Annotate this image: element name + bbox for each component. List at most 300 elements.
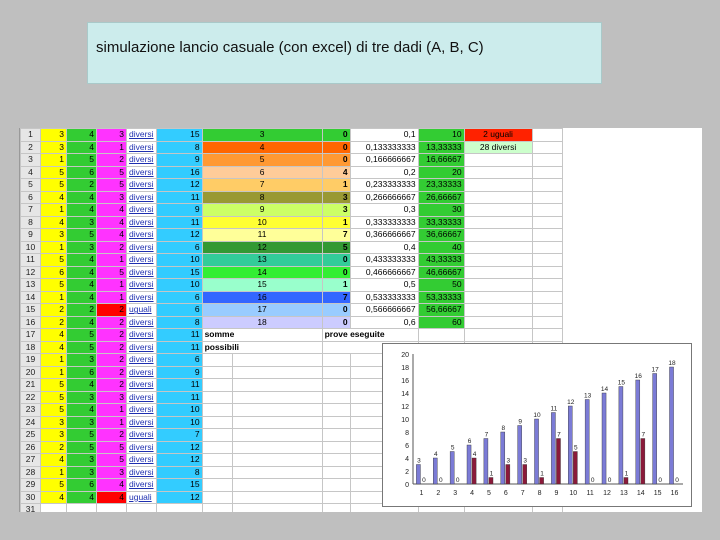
cell-die-c[interactable]: 1 bbox=[97, 254, 127, 267]
cell-freq-percent[interactable]: 40 bbox=[418, 241, 464, 254]
cell-freq-prob[interactable]: 0,5 bbox=[350, 279, 418, 292]
cell-freq-count[interactable]: 0 bbox=[322, 316, 350, 329]
cell-sum[interactable]: 12 bbox=[156, 229, 202, 242]
cell-die-a[interactable]: 2 bbox=[41, 304, 67, 317]
cell-die-a[interactable]: 5 bbox=[41, 279, 67, 292]
cell-empty[interactable] bbox=[532, 216, 562, 229]
cell-sum[interactable]: 10 bbox=[156, 254, 202, 267]
cell-empty[interactable] bbox=[322, 504, 350, 513]
cell-freq-sum[interactable]: 10 bbox=[202, 216, 322, 229]
cell-sum[interactable]: 10 bbox=[156, 279, 202, 292]
cell-empty[interactable] bbox=[322, 391, 350, 404]
cell-sum[interactable]: 10 bbox=[156, 416, 202, 429]
cell-outcome[interactable]: diversi bbox=[127, 479, 157, 492]
cell-die-b[interactable]: 5 bbox=[67, 429, 97, 442]
cell-die-a[interactable]: 3 bbox=[41, 416, 67, 429]
cell-die-a[interactable]: 1 bbox=[41, 354, 67, 367]
cell-empty[interactable] bbox=[464, 329, 532, 342]
cell-outcome[interactable]: diversi bbox=[127, 366, 157, 379]
cell-freq-percent[interactable]: 33,33333 bbox=[418, 216, 464, 229]
cell-empty[interactable] bbox=[532, 304, 562, 317]
cell-outcome[interactable]: diversi bbox=[127, 191, 157, 204]
cell-sum[interactable]: 9 bbox=[156, 204, 202, 217]
cell-empty[interactable] bbox=[532, 254, 562, 267]
cell-freq-percent[interactable]: 56,66667 bbox=[418, 304, 464, 317]
cell-side-count[interactable] bbox=[464, 204, 532, 217]
cell-die-a[interactable]: 4 bbox=[41, 341, 67, 354]
cell-empty[interactable] bbox=[532, 316, 562, 329]
cell-outcome[interactable]: diversi bbox=[127, 316, 157, 329]
cell-die-c[interactable]: 1 bbox=[97, 291, 127, 304]
cell-sum[interactable]: 12 bbox=[156, 441, 202, 454]
cell-die-a[interactable]: 1 bbox=[41, 366, 67, 379]
cell-die-b[interactable]: 3 bbox=[67, 454, 97, 467]
cell-sum[interactable]: 8 bbox=[156, 141, 202, 154]
cell-outcome[interactable]: diversi bbox=[127, 354, 157, 367]
cell-empty[interactable] bbox=[202, 429, 232, 442]
cell-die-a[interactable]: 4 bbox=[41, 216, 67, 229]
cell-empty[interactable] bbox=[532, 191, 562, 204]
cell-freq-count[interactable]: 0 bbox=[322, 266, 350, 279]
cell-freq-count[interactable]: 0 bbox=[322, 141, 350, 154]
cell-die-b[interactable]: 5 bbox=[67, 229, 97, 242]
cell-die-b[interactable]: 4 bbox=[67, 129, 97, 142]
cell-die-b[interactable]: 4 bbox=[67, 141, 97, 154]
cell-side-count[interactable]: 2 uguali bbox=[464, 129, 532, 142]
cell-side-count[interactable] bbox=[464, 216, 532, 229]
cell-freq-percent[interactable]: 60 bbox=[418, 316, 464, 329]
cell-empty[interactable] bbox=[322, 479, 350, 492]
cell-empty[interactable] bbox=[532, 229, 562, 242]
cell-empty[interactable] bbox=[202, 379, 232, 392]
cell-empty[interactable] bbox=[232, 429, 322, 442]
cell-empty[interactable] bbox=[232, 491, 322, 504]
cell-die-c[interactable] bbox=[97, 504, 127, 513]
cell-freq-sum[interactable]: 4 bbox=[202, 141, 322, 154]
cell-die-c[interactable]: 2 bbox=[97, 379, 127, 392]
cell-freq-sum[interactable]: 11 bbox=[202, 229, 322, 242]
cell-sum[interactable]: 15 bbox=[156, 129, 202, 142]
cell-freq-prob[interactable]: 0,533333333 bbox=[350, 291, 418, 304]
cell-die-b[interactable]: 3 bbox=[67, 216, 97, 229]
cell-die-a[interactable]: 5 bbox=[41, 391, 67, 404]
cell-empty[interactable] bbox=[322, 466, 350, 479]
cell-die-a[interactable]: 6 bbox=[41, 266, 67, 279]
cell-empty[interactable] bbox=[202, 491, 232, 504]
cell-sum[interactable]: 9 bbox=[156, 154, 202, 167]
cell-outcome[interactable]: diversi bbox=[127, 204, 157, 217]
cell-sum[interactable]: 15 bbox=[156, 266, 202, 279]
cell-die-a[interactable]: 3 bbox=[41, 141, 67, 154]
cell-side-count[interactable] bbox=[464, 191, 532, 204]
row-header: 22 bbox=[21, 391, 41, 404]
cell-sum[interactable]: 6 bbox=[156, 354, 202, 367]
cell-die-a[interactable]: 1 bbox=[41, 466, 67, 479]
cell-freq-count[interactable]: 0 bbox=[322, 254, 350, 267]
cell-die-b[interactable]: 5 bbox=[67, 329, 97, 342]
cell-die-a[interactable]: 4 bbox=[41, 491, 67, 504]
cell-empty[interactable] bbox=[232, 416, 322, 429]
cell-die-a[interactable]: 2 bbox=[41, 316, 67, 329]
cell-die-b[interactable]: 3 bbox=[67, 241, 97, 254]
bar bbox=[556, 439, 560, 485]
cell-empty[interactable] bbox=[322, 429, 350, 442]
cell-side-count[interactable] bbox=[464, 291, 532, 304]
cell-die-c[interactable]: 5 bbox=[97, 266, 127, 279]
cell-freq-prob[interactable]: 0,466666667 bbox=[350, 266, 418, 279]
cell-die-b[interactable]: 5 bbox=[67, 154, 97, 167]
cell-outcome[interactable]: diversi bbox=[127, 254, 157, 267]
cell-outcome[interactable]: diversi bbox=[127, 291, 157, 304]
cell-die-a[interactable]: 1 bbox=[41, 154, 67, 167]
cell-die-c[interactable]: 1 bbox=[97, 416, 127, 429]
cell-empty[interactable] bbox=[322, 404, 350, 417]
cell-freq-percent[interactable]: 46,66667 bbox=[418, 266, 464, 279]
cell-freq-prob[interactable]: 0,566666667 bbox=[350, 304, 418, 317]
cell-empty[interactable] bbox=[232, 479, 322, 492]
cell-sum[interactable]: 11 bbox=[156, 391, 202, 404]
cell-freq-count[interactable]: 1 bbox=[322, 179, 350, 192]
cell-empty[interactable] bbox=[232, 466, 322, 479]
cell-empty[interactable] bbox=[202, 404, 232, 417]
cell-die-c[interactable]: 2 bbox=[97, 341, 127, 354]
cell-die-c[interactable]: 4 bbox=[97, 204, 127, 217]
cell-sum[interactable]: 11 bbox=[156, 341, 202, 354]
cell-sum[interactable]: 15 bbox=[156, 479, 202, 492]
cell-die-a[interactable]: 1 bbox=[41, 241, 67, 254]
cell-freq-count[interactable]: 1 bbox=[322, 279, 350, 292]
cell-freq-percent[interactable]: 30 bbox=[418, 204, 464, 217]
cell-side-count[interactable] bbox=[464, 279, 532, 292]
cell-die-a[interactable]: 4 bbox=[41, 454, 67, 467]
cell-die-c[interactable]: 1 bbox=[97, 141, 127, 154]
cell-die-c[interactable]: 2 bbox=[97, 316, 127, 329]
cell-freq-sum[interactable]: 15 bbox=[202, 279, 322, 292]
cell-empty[interactable] bbox=[322, 366, 350, 379]
cell-empty[interactable] bbox=[322, 379, 350, 392]
cell-die-c[interactable]: 2 bbox=[97, 329, 127, 342]
spreadsheet[interactable] bbox=[19, 128, 702, 512]
cell-outcome[interactable]: diversi bbox=[127, 341, 157, 354]
cell-sum[interactable]: 7 bbox=[156, 429, 202, 442]
cell-die-a[interactable] bbox=[41, 504, 67, 513]
cell-outcome[interactable]: diversi bbox=[127, 141, 157, 154]
cell-sum[interactable] bbox=[156, 504, 202, 513]
cell-outcome[interactable]: uguali bbox=[127, 491, 157, 504]
cell-outcome[interactable]: diversi bbox=[127, 379, 157, 392]
cell-sum[interactable]: 10 bbox=[156, 404, 202, 417]
cell-die-b[interactable]: 3 bbox=[67, 391, 97, 404]
cell-empty[interactable] bbox=[532, 129, 562, 142]
y-tick-label: 10 bbox=[401, 417, 409, 424]
cell-die-a[interactable]: 3 bbox=[41, 429, 67, 442]
cell-outcome[interactable]: diversi bbox=[127, 429, 157, 442]
cell-die-a[interactable]: 5 bbox=[41, 404, 67, 417]
cell-outcome[interactable]: diversi bbox=[127, 241, 157, 254]
cell-empty[interactable] bbox=[322, 416, 350, 429]
cell-side-count[interactable] bbox=[464, 254, 532, 267]
cell-empty[interactable] bbox=[202, 366, 232, 379]
cell-freq-count[interactable]: 0 bbox=[322, 129, 350, 142]
cell-die-c[interactable]: 4 bbox=[97, 479, 127, 492]
cell-die-b[interactable]: 3 bbox=[67, 416, 97, 429]
cell-empty[interactable] bbox=[532, 291, 562, 304]
cell-freq-count[interactable]: 7 bbox=[322, 291, 350, 304]
cell-empty[interactable] bbox=[532, 166, 562, 179]
cell-sum[interactable]: 11 bbox=[156, 379, 202, 392]
cell-freq-prob[interactable]: 0,233333333 bbox=[350, 179, 418, 192]
cell-freq-count[interactable]: 3 bbox=[322, 204, 350, 217]
cell-outcome[interactable]: diversi bbox=[127, 279, 157, 292]
cell-sum[interactable]: 11 bbox=[156, 191, 202, 204]
cell-empty[interactable] bbox=[202, 416, 232, 429]
cell-outcome[interactable]: diversi bbox=[127, 229, 157, 242]
cell-freq-percent[interactable]: 13,33333 bbox=[418, 141, 464, 154]
cell-die-b[interactable]: 4 bbox=[67, 204, 97, 217]
cell-empty[interactable] bbox=[532, 204, 562, 217]
cell-freq-sum[interactable]: 16 bbox=[202, 291, 322, 304]
cell-empty[interactable] bbox=[232, 354, 322, 367]
cell-die-c[interactable]: 2 bbox=[97, 241, 127, 254]
cell-outcome[interactable]: diversi bbox=[127, 266, 157, 279]
cell-freq-sum[interactable]: 7 bbox=[202, 179, 322, 192]
cell-empty[interactable] bbox=[322, 454, 350, 467]
cell-die-c[interactable]: 5 bbox=[97, 166, 127, 179]
cell-die-a[interactable]: 5 bbox=[41, 379, 67, 392]
cell-sum[interactable]: 6 bbox=[156, 291, 202, 304]
cell-freq-sum[interactable]: 17 bbox=[202, 304, 322, 317]
cell-outcome[interactable] bbox=[127, 504, 157, 513]
cell-die-b[interactable]: 4 bbox=[67, 404, 97, 417]
cell-sum[interactable]: 11 bbox=[156, 216, 202, 229]
cell-die-a[interactable]: 1 bbox=[41, 291, 67, 304]
cell-side-count[interactable] bbox=[464, 229, 532, 242]
cell-empty[interactable] bbox=[202, 454, 232, 467]
cell-freq-prob[interactable]: 0,433333333 bbox=[350, 254, 418, 267]
cell-freq-count[interactable]: 5 bbox=[322, 241, 350, 254]
cell-die-b[interactable]: 5 bbox=[67, 441, 97, 454]
cell-die-c[interactable]: 3 bbox=[97, 191, 127, 204]
cell-die-a[interactable]: 4 bbox=[41, 329, 67, 342]
cell-freq-sum[interactable]: 13 bbox=[202, 254, 322, 267]
cell-die-b[interactable]: 4 bbox=[67, 191, 97, 204]
cell-freq-prob[interactable]: 0,133333333 bbox=[350, 141, 418, 154]
cell-side-count[interactable] bbox=[464, 166, 532, 179]
cell-outcome[interactable]: diversi bbox=[127, 166, 157, 179]
cell-die-c[interactable]: 2 bbox=[97, 429, 127, 442]
cell-die-b[interactable]: 5 bbox=[67, 341, 97, 354]
cell-empty[interactable] bbox=[232, 441, 322, 454]
bar bbox=[518, 426, 522, 485]
cell-empty[interactable] bbox=[532, 154, 562, 167]
cell-side-count[interactable] bbox=[464, 154, 532, 167]
cell-die-c[interactable]: 4 bbox=[97, 216, 127, 229]
cell-sum[interactable]: 16 bbox=[156, 166, 202, 179]
cell-freq-prob[interactable]: 0,2 bbox=[350, 166, 418, 179]
cell-freq-prob[interactable]: 0,6 bbox=[350, 316, 418, 329]
table-row bbox=[21, 266, 563, 279]
cell-outcome[interactable]: diversi bbox=[127, 466, 157, 479]
cell-die-b[interactable]: 3 bbox=[67, 466, 97, 479]
cell-die-a[interactable]: 3 bbox=[41, 229, 67, 242]
cell-die-c[interactable]: 5 bbox=[97, 441, 127, 454]
cell-freq-sum[interactable]: 18 bbox=[202, 316, 322, 329]
cell-freq-prob[interactable]: 0,333333333 bbox=[350, 216, 418, 229]
cell-sum[interactable]: 8 bbox=[156, 316, 202, 329]
cell-die-b[interactable]: 2 bbox=[67, 304, 97, 317]
cell-die-b[interactable]: 2 bbox=[67, 179, 97, 192]
cell-side-count[interactable] bbox=[464, 179, 532, 192]
cell-sum[interactable]: 8 bbox=[156, 466, 202, 479]
cell-die-b[interactable]: 3 bbox=[67, 354, 97, 367]
cell-outcome[interactable]: diversi bbox=[127, 441, 157, 454]
cell-outcome[interactable]: diversi bbox=[127, 416, 157, 429]
cell-freq-sum[interactable]: 8 bbox=[202, 191, 322, 204]
cell-side-count[interactable] bbox=[464, 266, 532, 279]
cell-die-c[interactable]: 2 bbox=[97, 304, 127, 317]
cell-freq-percent[interactable]: 53,33333 bbox=[418, 291, 464, 304]
cell-empty[interactable] bbox=[232, 404, 322, 417]
cell-freq-count[interactable]: 0 bbox=[322, 154, 350, 167]
cell-outcome[interactable]: diversi bbox=[127, 179, 157, 192]
cell-die-c[interactable]: 3 bbox=[97, 466, 127, 479]
cell-freq-count[interactable]: 7 bbox=[322, 229, 350, 242]
cell-freq-prob[interactable]: 0,266666667 bbox=[350, 191, 418, 204]
cell-die-a[interactable]: 5 bbox=[41, 254, 67, 267]
frequency-chart[interactable] bbox=[382, 343, 692, 507]
cell-die-c[interactable]: 3 bbox=[97, 129, 127, 142]
cell-die-b[interactable]: 6 bbox=[67, 166, 97, 179]
cell-freq-count[interactable]: 4 bbox=[322, 166, 350, 179]
cell-outcome[interactable]: diversi bbox=[127, 329, 157, 342]
cell-die-a[interactable]: 5 bbox=[41, 479, 67, 492]
cell-freq-prob[interactable]: 0,3 bbox=[350, 204, 418, 217]
cell-die-a[interactable]: 5 bbox=[41, 166, 67, 179]
cell-sum[interactable]: 6 bbox=[156, 304, 202, 317]
cell-side-count[interactable] bbox=[464, 316, 532, 329]
cell-freq-percent[interactable]: 16,66667 bbox=[418, 154, 464, 167]
cell-freq-percent[interactable]: 23,33333 bbox=[418, 179, 464, 192]
cell-die-a[interactable]: 2 bbox=[41, 441, 67, 454]
cell-die-c[interactable]: 4 bbox=[97, 491, 127, 504]
cell-freq-prob[interactable]: 0,166666667 bbox=[350, 154, 418, 167]
cell-die-c[interactable]: 1 bbox=[97, 279, 127, 292]
cell-empty[interactable] bbox=[532, 179, 562, 192]
cell-empty[interactable] bbox=[232, 454, 322, 467]
cell-freq-prob[interactable]: 0,366666667 bbox=[350, 229, 418, 242]
cell-empty[interactable] bbox=[532, 141, 562, 154]
cell-freq-sum[interactable]: 3 bbox=[202, 129, 322, 142]
cell-freq-percent[interactable]: 36,66667 bbox=[418, 229, 464, 242]
cell-outcome[interactable]: diversi bbox=[127, 454, 157, 467]
cell-outcome[interactable]: uguali bbox=[127, 304, 157, 317]
cell-die-c[interactable]: 2 bbox=[97, 354, 127, 367]
cell-empty[interactable] bbox=[232, 379, 322, 392]
cell-freq-prob[interactable]: 0,4 bbox=[350, 241, 418, 254]
cell-empty[interactable] bbox=[322, 491, 350, 504]
cell-die-c[interactable]: 1 bbox=[97, 404, 127, 417]
cell-sum[interactable]: 11 bbox=[156, 329, 202, 342]
cell-empty[interactable] bbox=[202, 466, 232, 479]
cell-die-b[interactable]: 4 bbox=[67, 316, 97, 329]
cell-empty[interactable] bbox=[532, 241, 562, 254]
cell-freq-count[interactable]: 3 bbox=[322, 191, 350, 204]
cell-freq-sum[interactable]: 12 bbox=[202, 241, 322, 254]
cell-die-b[interactable]: 4 bbox=[67, 291, 97, 304]
cell-empty[interactable] bbox=[418, 329, 464, 342]
cell-sum[interactable]: 6 bbox=[156, 241, 202, 254]
cell-die-c[interactable]: 4 bbox=[97, 229, 127, 242]
cell-freq-percent[interactable]: 50 bbox=[418, 279, 464, 292]
cell-side-count[interactable]: 28 diversi bbox=[464, 141, 532, 154]
cell-die-b[interactable]: 4 bbox=[67, 379, 97, 392]
cell-freq-percent[interactable]: 20 bbox=[418, 166, 464, 179]
cell-freq-percent[interactable]: 43,33333 bbox=[418, 254, 464, 267]
cell-sum[interactable]: 12 bbox=[156, 454, 202, 467]
cell-sum[interactable]: 12 bbox=[156, 179, 202, 192]
cell-freq-percent[interactable]: 26,66667 bbox=[418, 191, 464, 204]
cell-outcome[interactable]: diversi bbox=[127, 404, 157, 417]
cell-die-b[interactable]: 4 bbox=[67, 254, 97, 267]
cell-empty[interactable] bbox=[232, 504, 322, 513]
cell-empty[interactable] bbox=[532, 266, 562, 279]
cell-outcome[interactable]: diversi bbox=[127, 391, 157, 404]
cell-outcome[interactable]: diversi bbox=[127, 154, 157, 167]
cell-sum[interactable]: 12 bbox=[156, 491, 202, 504]
cell-side-count[interactable] bbox=[464, 241, 532, 254]
cell-die-b[interactable]: 4 bbox=[67, 279, 97, 292]
cell-die-a[interactable]: 1 bbox=[41, 204, 67, 217]
cell-outcome[interactable]: diversi bbox=[127, 129, 157, 142]
cell-die-c[interactable]: 5 bbox=[97, 454, 127, 467]
cell-empty[interactable] bbox=[202, 354, 232, 367]
cell-empty[interactable] bbox=[202, 391, 232, 404]
cell-freq-sum[interactable]: 5 bbox=[202, 154, 322, 167]
cell-die-b[interactable]: 4 bbox=[67, 491, 97, 504]
cell-sum[interactable]: 9 bbox=[156, 366, 202, 379]
cell-empty[interactable] bbox=[202, 441, 232, 454]
cell-empty[interactable] bbox=[532, 329, 562, 342]
cell-die-b[interactable]: 4 bbox=[67, 266, 97, 279]
cell-die-b[interactable] bbox=[67, 504, 97, 513]
cell-freq-sum[interactable]: 6 bbox=[202, 166, 322, 179]
cell-freq-count[interactable]: 0 bbox=[322, 304, 350, 317]
cell-empty[interactable] bbox=[532, 279, 562, 292]
cell-die-b[interactable]: 6 bbox=[67, 479, 97, 492]
cell-freq-percent[interactable]: 10 bbox=[418, 129, 464, 142]
cell-empty[interactable] bbox=[232, 366, 322, 379]
cell-die-c[interactable]: 5 bbox=[97, 179, 127, 192]
cell-empty[interactable] bbox=[322, 354, 350, 367]
cell-die-c[interactable]: 2 bbox=[97, 366, 127, 379]
cell-die-a[interactable]: 4 bbox=[41, 191, 67, 204]
cell-freq-count[interactable]: 1 bbox=[322, 216, 350, 229]
cell-outcome[interactable]: diversi bbox=[127, 216, 157, 229]
cell-empty[interactable] bbox=[232, 391, 322, 404]
cell-die-c[interactable]: 3 bbox=[97, 391, 127, 404]
cell-empty[interactable] bbox=[202, 504, 232, 513]
cell-empty[interactable] bbox=[322, 441, 350, 454]
cell-freq-sum[interactable]: 14 bbox=[202, 266, 322, 279]
cell-die-a[interactable]: 3 bbox=[41, 129, 67, 142]
cell-side-count[interactable] bbox=[464, 304, 532, 317]
cell-die-c[interactable]: 2 bbox=[97, 154, 127, 167]
cell-die-a[interactable]: 5 bbox=[41, 179, 67, 192]
cell-freq-sum[interactable]: 9 bbox=[202, 204, 322, 217]
cell-die-b[interactable]: 6 bbox=[67, 366, 97, 379]
cell-freq-prob[interactable]: 0,1 bbox=[350, 129, 418, 142]
cell-empty[interactable] bbox=[202, 479, 232, 492]
